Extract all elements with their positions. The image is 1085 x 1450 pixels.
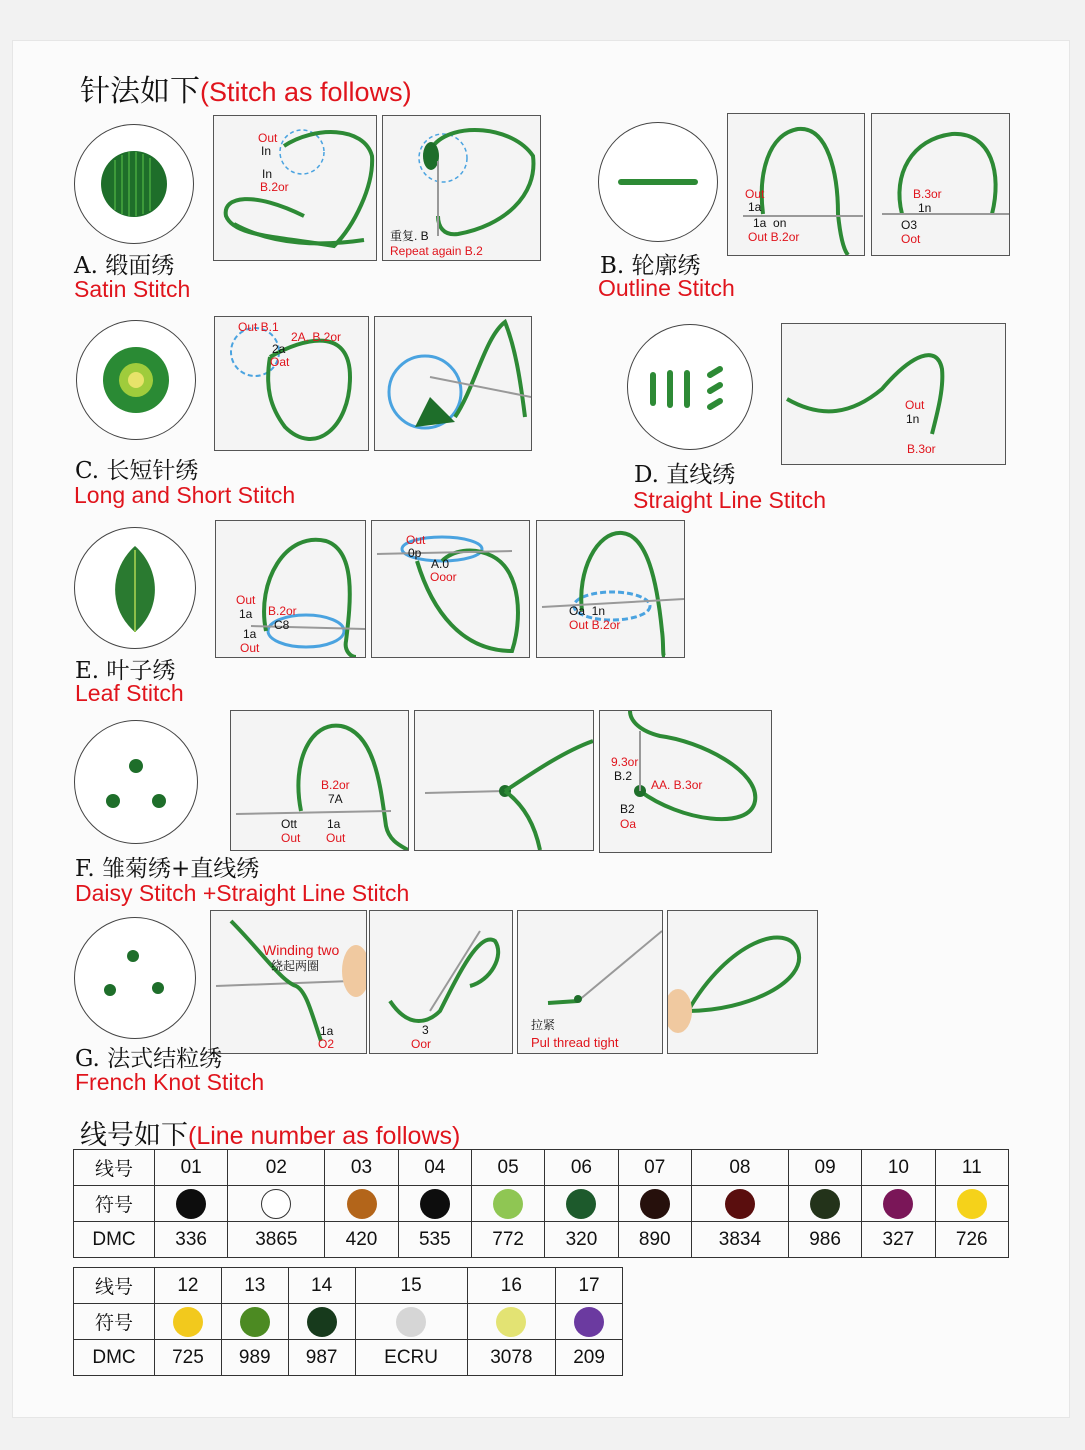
label-b3or: B.3or	[907, 442, 936, 456]
thread-number-cell: 02	[228, 1150, 325, 1186]
thread-dmc-cell: 420	[325, 1222, 398, 1258]
leaf-stitch-title-en: Leaf Stitch	[75, 680, 184, 706]
label-repeat-cn: 重复. B	[390, 229, 429, 243]
row-header-dmc: DMC	[74, 1340, 155, 1376]
row-header-dmc: DMC	[74, 1222, 155, 1258]
thread-color-swatch	[810, 1189, 840, 1219]
label-out: Out	[326, 831, 346, 845]
thread-dmc-cell: 327	[862, 1222, 935, 1258]
thread-color-swatch	[307, 1307, 337, 1337]
label-b2or: B.2or	[321, 778, 350, 792]
straight-line-step-photo	[781, 323, 1006, 465]
thread-dmc-cell: ECRU	[355, 1340, 467, 1376]
label-ooor: Ooor	[430, 570, 457, 584]
thread-color-swatch	[957, 1189, 987, 1219]
thread-symbol-cell	[935, 1186, 1008, 1222]
thread-color-swatch	[261, 1189, 291, 1219]
long-short-stitch-title-cn: C. 长短针绣	[75, 458, 199, 484]
label-oa: Oa	[620, 817, 637, 831]
thread-dmc-row	[74, 1340, 623, 1376]
leaf-step-2-photo	[371, 520, 530, 658]
row-header-number: 线号	[74, 1268, 155, 1304]
label-c8: C8	[274, 618, 290, 632]
straight-line-stitch-sample	[627, 324, 753, 450]
thread-number-cell: 15	[355, 1268, 467, 1304]
thread-symbol-cell	[467, 1304, 555, 1340]
outline-stitch-title-cn: B. 轮廓绣	[600, 253, 701, 279]
label-b2or: B.2or	[268, 604, 297, 618]
french-knot-step-2-photo	[369, 910, 513, 1054]
outline-stitch-title-en: Outline Stitch	[598, 275, 735, 301]
label-oa-1n: Oa 1n	[569, 604, 606, 618]
label-winding-two: Winding two	[263, 942, 340, 958]
label-out: Out	[406, 533, 426, 547]
thread-color-swatch	[240, 1307, 270, 1337]
label-b2: B.2	[614, 769, 633, 783]
label-in: In	[262, 167, 273, 181]
french-knot-step-1-photo	[210, 910, 367, 1054]
thread-symbol-cell	[398, 1186, 471, 1222]
label-1a: 1a	[327, 817, 341, 831]
thread-symbol-cell	[355, 1304, 467, 1340]
thread-symbol-cell	[862, 1186, 935, 1222]
label-out: Out	[258, 131, 278, 145]
label-0p: 0p	[408, 546, 422, 560]
french-knot-step-4-photo	[667, 910, 818, 1054]
long-short-step-2-photo	[374, 316, 532, 451]
line-number-title-en: (Line number as follows)	[188, 1122, 461, 1150]
thread-color-swatch	[176, 1189, 206, 1219]
thread-dmc-cell: 3078	[467, 1340, 555, 1376]
thread-symbol-cell	[618, 1186, 691, 1222]
thread-number-cell: 13	[221, 1268, 288, 1304]
label-1a-on: 1a on	[753, 216, 787, 230]
label-b3or: B.3or	[913, 187, 942, 201]
label-1a: 1a	[320, 1024, 334, 1038]
daisy-step-2-photo	[414, 710, 594, 851]
daisy-step-1-photo	[230, 710, 409, 851]
label-a0: A.0	[431, 557, 450, 571]
thread-number-cell: 06	[545, 1150, 618, 1186]
thread-number-cell: 12	[155, 1268, 222, 1304]
thread-dmc-cell: 726	[935, 1222, 1008, 1258]
thread-symbol-cell	[155, 1304, 222, 1340]
satin-stitch-sample	[74, 124, 194, 244]
label-oat: Oat	[270, 355, 290, 369]
label-out: Out	[281, 831, 301, 845]
thread-dmc-cell: 772	[471, 1222, 544, 1258]
daisy-stitch-sample	[74, 720, 198, 844]
thread-dmc-cell: 336	[155, 1222, 228, 1258]
thread-number-cell: 09	[788, 1150, 861, 1186]
outline-stitch-sample	[598, 122, 718, 242]
french-knot-step-3-photo	[517, 910, 663, 1054]
label-aa-b3or: AA. B.3or	[651, 778, 703, 792]
label-pull-tight-cn: 拉紧	[531, 1018, 556, 1032]
thread-number-row	[74, 1268, 623, 1304]
page-title-en: (Stitch as follows)	[200, 77, 412, 107]
outline-step-2-photo	[871, 113, 1010, 256]
thread-color-swatch	[420, 1189, 450, 1219]
label-out-b1: Out B.1	[238, 320, 279, 334]
thread-color-swatch	[725, 1189, 755, 1219]
thread-number-cell: 10	[862, 1150, 935, 1186]
label-oot: Oot	[901, 232, 921, 246]
thread-dmc-cell: 3834	[691, 1222, 788, 1258]
thread-dmc-cell: 989	[221, 1340, 288, 1376]
thread-color-swatch	[173, 1307, 203, 1337]
leaf-step-3-photo	[536, 520, 685, 658]
label-7a: 7A	[328, 792, 343, 806]
thread-symbol-row	[74, 1186, 1009, 1222]
thread-number-cell: 03	[325, 1150, 398, 1186]
label-1a: 1a	[748, 200, 762, 214]
leaf-stitch-sample	[74, 527, 196, 649]
french-knot-title-cn: G. 法式结粒绣	[75, 1046, 223, 1072]
thread-symbol-cell	[155, 1186, 228, 1222]
label-o2: O2	[318, 1037, 335, 1051]
label-b2or: B.2or	[260, 180, 289, 194]
long-short-stitch-title-en: Long and Short Stitch	[74, 482, 296, 508]
label-b2: B2	[620, 802, 635, 816]
thread-dmc-cell: 987	[288, 1340, 355, 1376]
label-out-b2or: Out B.2or	[569, 618, 621, 632]
thread-symbol-cell	[545, 1186, 618, 1222]
thread-color-swatch	[883, 1189, 913, 1219]
label-out-b2or: Out B.2or	[748, 230, 800, 244]
label-repeat-en: Repeat again B.2	[390, 244, 483, 258]
thread-symbol-cell	[288, 1304, 355, 1340]
thread-number-cell: 05	[471, 1150, 544, 1186]
thread-symbol-row	[74, 1304, 623, 1340]
satin-step-1-photo	[213, 115, 377, 261]
label-3: 3	[422, 1023, 429, 1037]
thread-dmc-cell: 986	[788, 1222, 861, 1258]
thread-color-swatch	[396, 1307, 426, 1337]
thread-symbol-cell	[221, 1304, 288, 1340]
page-title	[80, 66, 412, 110]
straight-line-stitch-title-en: Straight Line Stitch	[633, 487, 827, 513]
thread-table-1	[73, 1149, 1009, 1258]
label-out: Out	[236, 593, 256, 607]
straight-line-stitch-title-cn: D. 直线绣	[634, 462, 736, 488]
label-1n: 1n	[918, 201, 932, 215]
leaf-step-1-photo	[215, 520, 366, 658]
thread-symbol-cell	[325, 1186, 398, 1222]
label-oor: Oor	[411, 1037, 432, 1051]
leaf-stitch-title-cn: E. 叶子绣	[75, 658, 176, 684]
label-out: Out	[905, 398, 925, 412]
thread-number-cell: 08	[691, 1150, 788, 1186]
row-header-symbol: 符号	[74, 1186, 155, 1222]
label-9-3or: 9.3or	[611, 755, 639, 769]
thread-number-cell: 07	[618, 1150, 691, 1186]
page-title-cn: 针法如下	[80, 74, 200, 109]
thread-number-cell: 17	[556, 1268, 623, 1304]
thread-number-cell: 04	[398, 1150, 471, 1186]
thread-color-swatch	[496, 1307, 526, 1337]
label-2a-b2or: 2A. B.2or	[291, 330, 342, 344]
thread-symbol-cell	[788, 1186, 861, 1222]
thread-dmc-cell: 209	[556, 1340, 623, 1376]
label-1a: 1a	[243, 627, 257, 641]
row-header-number: 线号	[74, 1150, 155, 1186]
thread-color-swatch	[574, 1307, 604, 1337]
label-winding-two-cn: 绕起两圈	[271, 959, 320, 973]
daisy-stitch-title-en: Daisy Stitch +Straight Line Stitch	[75, 880, 410, 906]
thread-dmc-cell: 320	[545, 1222, 618, 1258]
label-in: In	[261, 144, 272, 158]
thread-number-cell: 14	[288, 1268, 355, 1304]
thread-symbol-cell	[691, 1186, 788, 1222]
label-ott: Ott	[281, 817, 298, 831]
label-2a: 2a	[272, 342, 286, 356]
line-number-title-cn: 线号如下	[80, 1120, 188, 1151]
thread-dmc-cell: 725	[155, 1340, 222, 1376]
thread-dmc-cell: 3865	[228, 1222, 325, 1258]
label-out: Out	[240, 641, 260, 655]
satin-stitch-title-en: Satin Stitch	[74, 276, 191, 302]
label-o3: O3	[901, 218, 918, 232]
thread-dmc-row	[74, 1222, 1009, 1258]
row-header-symbol: 符号	[74, 1304, 155, 1340]
thread-symbol-cell	[228, 1186, 325, 1222]
thread-number-cell: 01	[155, 1150, 228, 1186]
thread-number-cell: 11	[935, 1150, 1008, 1186]
thread-symbol-cell	[556, 1304, 623, 1340]
french-knot-title-en: French Knot Stitch	[75, 1069, 265, 1095]
thread-dmc-cell: 890	[618, 1222, 691, 1258]
label-out: Out	[745, 187, 765, 201]
thread-dmc-cell: 535	[398, 1222, 471, 1258]
label-pull-tight-en: Pul thread tight	[531, 1035, 619, 1050]
thread-symbol-cell	[471, 1186, 544, 1222]
thread-color-swatch	[640, 1189, 670, 1219]
satin-stitch-title-cn: A. 缎面绣	[74, 253, 175, 279]
label-1a: 1a	[239, 607, 253, 621]
line-number-title	[80, 1113, 460, 1152]
thread-color-swatch	[347, 1189, 377, 1219]
thread-color-swatch	[566, 1189, 596, 1219]
long-short-stitch-sample	[76, 320, 196, 440]
thread-color-swatch	[493, 1189, 523, 1219]
thread-number-row	[74, 1150, 1009, 1186]
thread-number-cell: 16	[467, 1268, 555, 1304]
label-1n: 1n	[906, 412, 920, 426]
french-knot-sample	[74, 917, 196, 1039]
daisy-stitch-title-cn: F. 雏菊绣+直线绣	[75, 856, 260, 882]
thread-table-2	[73, 1267, 623, 1376]
